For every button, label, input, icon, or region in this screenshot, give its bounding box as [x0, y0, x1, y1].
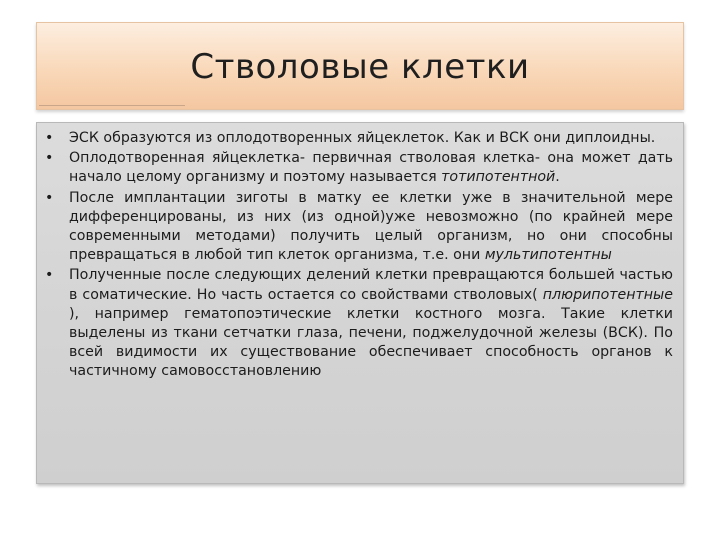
bullet-text-italic: тотипотентной	[441, 169, 556, 186]
bullet-item	[45, 189, 673, 266]
bullet-item	[45, 266, 673, 381]
bullet-text-segment: Полученные после следующих делений клетки превращаются большей частью в соматические. Но часть остается со свойствами стволовых(	[69, 267, 673, 303]
bullet-marker: •	[45, 150, 54, 167]
bullet-text-italic: мультипотентны	[484, 247, 612, 264]
slide-title: Стволовые клетки	[190, 47, 530, 87]
title-box	[36, 22, 684, 110]
bullet-marker: •	[45, 130, 54, 146]
bullet-text-segment: ), например гематопоэтические клетки костного мозга. Такие клетки выделены из ткани сетчатки глаза, печени, поджелудочной железы (ВСК). По всей видимости их существование обеспечивает способность органов к частичному самовосстановлению	[69, 305, 673, 380]
bullet-text	[69, 130, 655, 146]
bullet-text-segment: .	[555, 169, 560, 186]
bullet-item	[45, 149, 673, 187]
bullet-text	[69, 267, 673, 379]
bullet-list	[45, 129, 673, 383]
bullet-item	[45, 129, 673, 148]
bullet-text-segment: Оплодотворенная яйцеклетка- первичная стволовая клетка- она может дать начало целому организму и поэтому называется	[69, 150, 673, 186]
bullet-text	[69, 150, 673, 185]
content-box	[36, 122, 684, 484]
bullet-text-segment: После имплантации зиготы в матку ее клетки уже в значительной мере дифференцированы, из них (из одной)уже невозможно (по крайней мере современными методами) получить целый организм, но они способны превращаться в любой тип клеток организма, т.е. они	[69, 189, 673, 264]
title-underline	[39, 105, 185, 106]
bullet-marker: •	[45, 267, 54, 284]
bullet-text	[69, 190, 673, 264]
bullet-text-italic: плюрипотентные	[542, 286, 673, 303]
bullet-marker: •	[45, 189, 54, 206]
bullet-text-segment: ЭСК образуются из оплодотворенных яйцеклеток. Как и ВСК они диплоидны.	[69, 130, 656, 146]
